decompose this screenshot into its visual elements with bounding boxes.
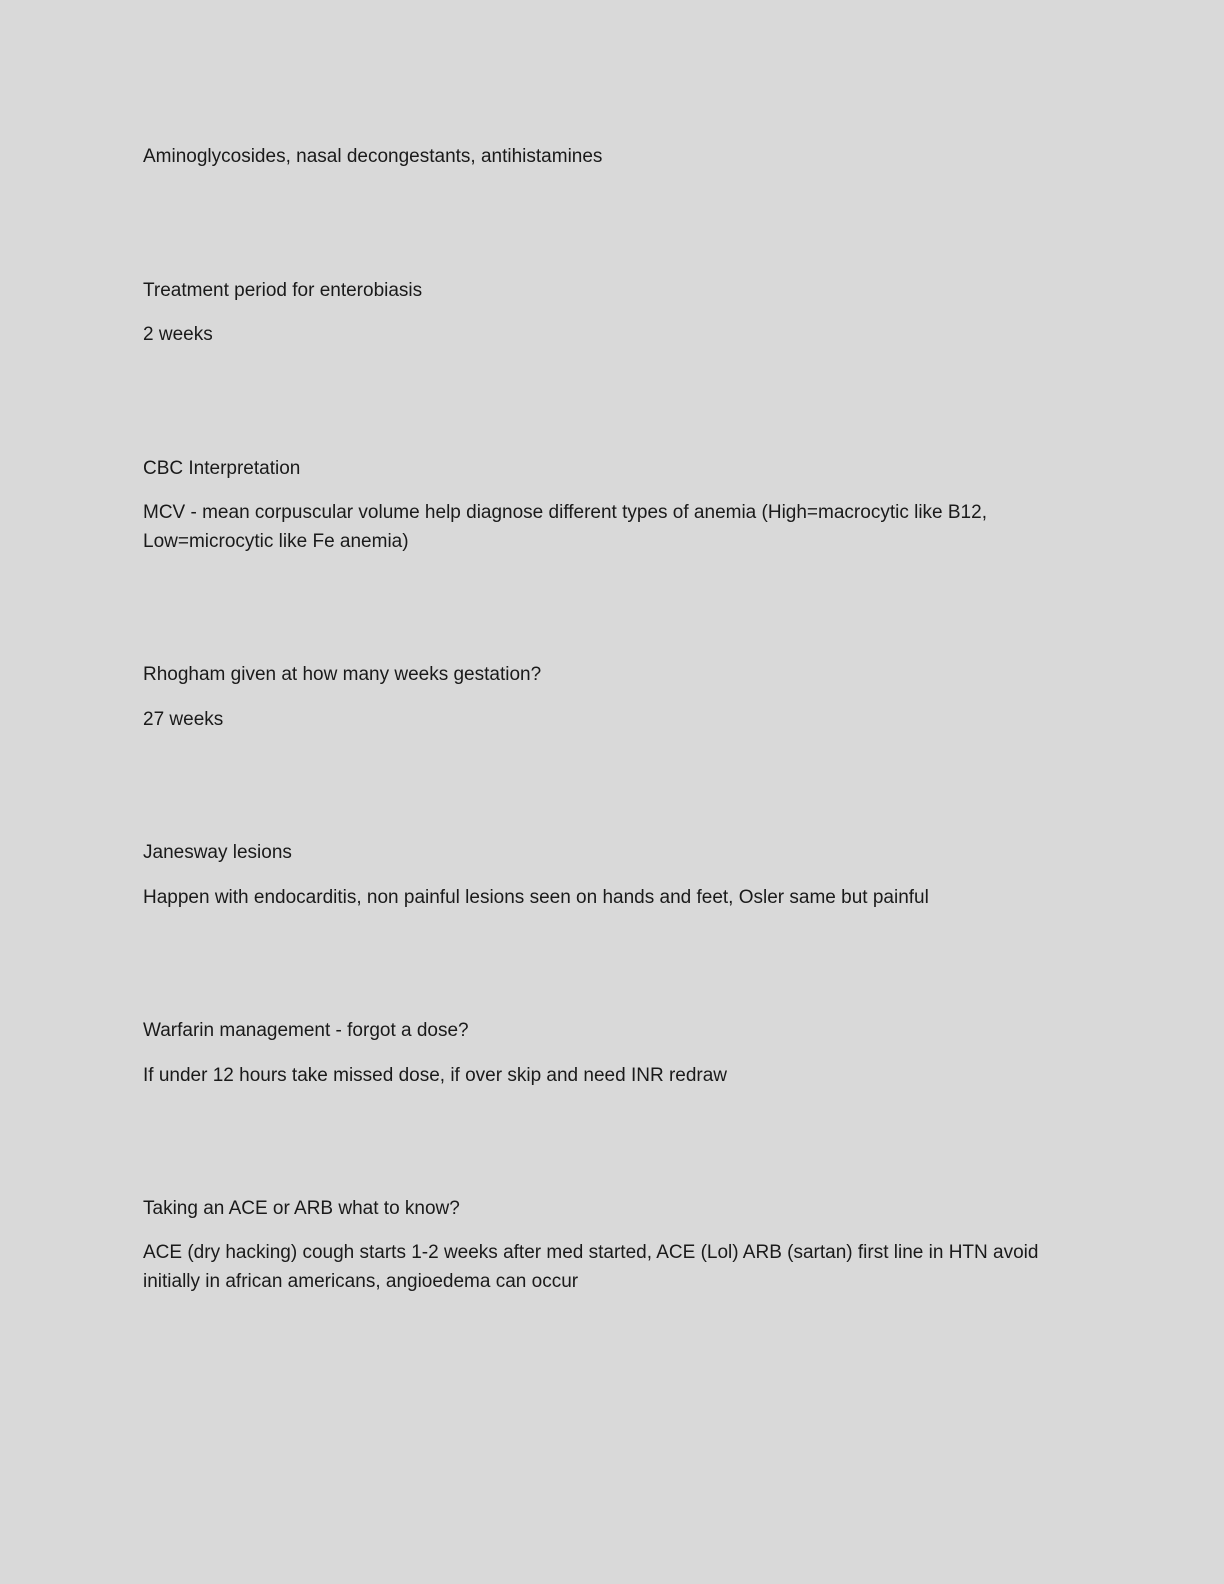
answer-text: MCV - mean corpuscular volume help diagnose different types of anemia (High=macrocytic like B12, Low=microcytic like Fe anemia) xyxy=(143,502,987,552)
question-text: Treatment period for enterobiasis xyxy=(143,280,423,301)
question-text: Taking an ACE or ARB what to know? xyxy=(143,1198,460,1219)
answer-text: If under 12 hours take missed dose, if over skip and need INR redraw xyxy=(143,1065,728,1086)
question-text: CBC Interpretation xyxy=(143,458,301,479)
question-text: Warfarin management - forgot a dose? xyxy=(143,1020,469,1041)
question-text: Janesway lesions xyxy=(143,842,292,863)
answer-text: 2 weeks xyxy=(143,324,213,345)
answer-text: 27 weeks xyxy=(143,709,224,730)
answer-text: Happen with endocarditis, non painful lesions seen on hands and feet, Osler same but painful xyxy=(143,887,929,908)
answer-text: ACE (dry hacking) cough starts 1-2 weeks after med started, ACE (Lol) ARB (sartan) first line in HTN avoid initially in african americans, angioedema can occur xyxy=(143,1242,1039,1292)
answer-text: Aminoglycosides, nasal decongestants, antihistamines xyxy=(143,146,603,167)
question-text: Rhogham given at how many weeks gestation? xyxy=(143,664,542,685)
